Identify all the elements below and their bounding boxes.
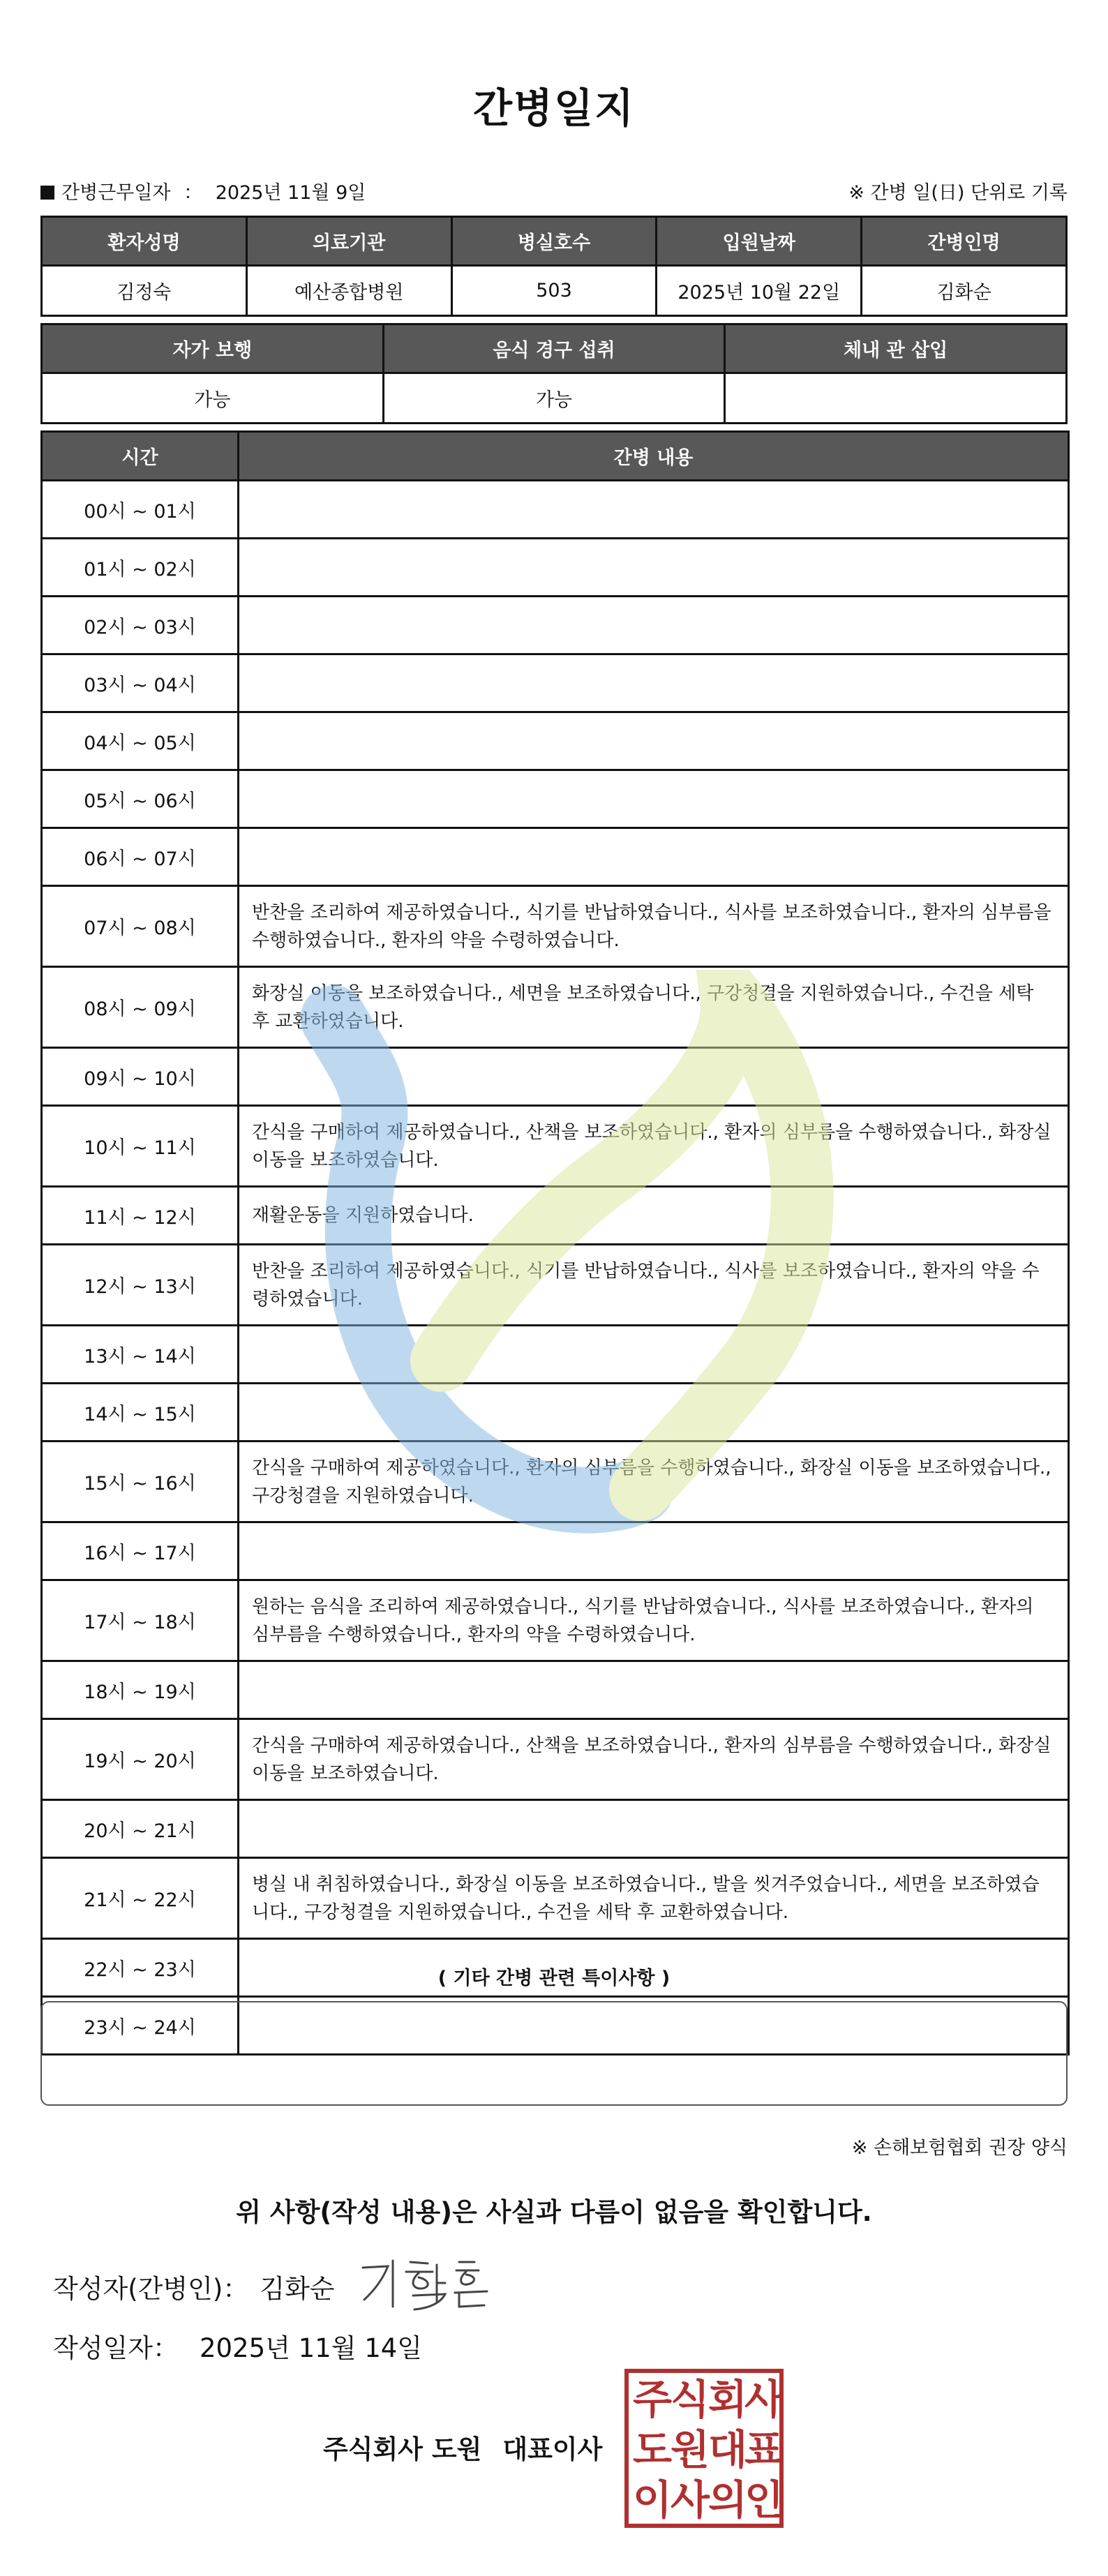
time-cell: 07시 ~ 08시: [42, 886, 239, 967]
time-cell: 13시 ~ 14시: [42, 1326, 239, 1384]
header-patient-name: 환자성명: [42, 217, 247, 266]
header-time: 시간: [42, 432, 239, 481]
work-date-separator: ：: [184, 182, 203, 204]
table-row: [42, 1661, 1069, 1719]
patient-info-table: [40, 216, 1068, 317]
time-cell: 12시 ~ 13시: [42, 1245, 239, 1326]
content-cell: [239, 1384, 1069, 1441]
content-cell: [239, 1522, 1069, 1580]
svg-text:인: 인: [744, 2476, 784, 2524]
table-row: [42, 597, 1069, 654]
time-cell: 14시 ~ 15시: [42, 1384, 239, 1441]
status-value-row: [42, 373, 1067, 424]
table-row: [42, 1326, 1069, 1384]
header-self-walking: 자가 보행: [42, 324, 384, 373]
confirmation-statement: 위 사항(작성 내용)은 사실과 다름이 없음을 확인합니다.: [236, 2197, 872, 2227]
time-cell: 11시 ~ 12시: [42, 1187, 239, 1245]
time-cell: 06시 ~ 07시: [42, 828, 239, 886]
content-cell: 반찬을 조리하여 제공하였습니다., 식기를 반납하였습니다., 식사를 보조하였습니다., 환자의 심부름을 수행하였습니다., 환자의 약을 수령하였습니다.: [239, 886, 1069, 967]
caregiver-name: 김화순: [862, 266, 1067, 316]
special-notes-title: ( 기타 간병 관련 특이사항 ): [437, 1968, 671, 1989]
patient-name: 김정숙: [42, 266, 247, 316]
table-row: [42, 1384, 1069, 1441]
svg-text:원: 원: [670, 2426, 710, 2473]
content-cell: [239, 1800, 1069, 1858]
svg-text:표: 표: [744, 2426, 784, 2473]
time-cell: 21시 ~ 22시: [42, 1858, 239, 1939]
time-cell: 18시 ~ 19시: [42, 1661, 239, 1719]
self-walking-value: 가능: [42, 373, 384, 424]
svg-text:사: 사: [670, 2476, 710, 2524]
content-cell: [239, 597, 1069, 654]
status-header-row: [42, 324, 1067, 373]
writer-line: [53, 2268, 335, 2305]
time-cell: 22시 ~ 23시: [42, 1939, 239, 1997]
representative-title: 대표이사: [502, 2434, 603, 2464]
table-row: [42, 967, 1069, 1048]
content-cell: [239, 828, 1069, 886]
time-cell: 23시 ~ 24시: [42, 1997, 239, 2055]
table-row: [42, 1800, 1069, 1858]
content-cell: 화장실 이동을 보조하였습니다., 세면을 보조하였습니다., 구강청결을 지원하였습니다., 수건을 세탁 후 교환하였습니다.: [239, 967, 1069, 1048]
hospital-name: 예산종합병원: [246, 266, 451, 316]
header-room: 병실호수: [451, 217, 657, 266]
content-cell: 재활운동을 지원하였습니다.: [239, 1187, 1069, 1245]
content-cell: [239, 770, 1069, 828]
content-cell: 간식을 구매하여 제공하였습니다., 환자의 심부름을 수행하였습니다., 화장실 이동을 보조하였습니다., 구강청결을 지원하였습니다.: [239, 1441, 1069, 1522]
table-row: [42, 770, 1069, 828]
special-notes-box: [40, 2001, 1068, 2106]
log-header-row: [42, 432, 1069, 481]
work-date-label: 간병근무일자: [61, 182, 171, 204]
written-date-value: 2025년 11월 14일: [199, 2333, 423, 2363]
header-caregiver-name: 간병인명: [862, 217, 1067, 266]
content-cell: 간식을 구매하여 제공하였습니다., 산책을 보조하였습니다., 환자의 심부름을 수행하였습니다., 화장실 이동을 보조하였습니다.: [239, 1106, 1069, 1187]
content-cell: [239, 1661, 1069, 1719]
content-cell: [239, 539, 1069, 597]
header-tube-insertion: 체내 관 삽입: [725, 324, 1067, 373]
content-cell: [239, 1326, 1069, 1384]
svg-text:회: 회: [708, 2376, 748, 2423]
patient-info-value-row: [42, 266, 1067, 316]
time-cell: 16시 ~ 17시: [42, 1522, 239, 1580]
admission-date: 2025년 10월 22일: [657, 266, 862, 316]
content-cell: 간식을 구매하여 제공하였습니다., 산책을 보조하였습니다., 환자의 심부름을 수행하였습니다., 화장실 이동을 보조하였습니다.: [239, 1719, 1069, 1800]
square-bullet-icon: [40, 186, 54, 200]
svg-text:사: 사: [744, 2376, 784, 2423]
table-row: [42, 1106, 1069, 1187]
written-date-line: [53, 2327, 422, 2365]
handwritten-signature: [354, 2252, 494, 2315]
time-cell: 17시 ~ 18시: [42, 1580, 239, 1661]
svg-text:의: 의: [708, 2476, 748, 2524]
tube-insertion-value: [725, 373, 1067, 424]
time-cell: 10시 ~ 11시: [42, 1106, 239, 1187]
table-row: [42, 481, 1069, 539]
table-row: [42, 886, 1069, 967]
work-date-line: [40, 177, 366, 204]
table-row: [42, 712, 1069, 770]
table-row: [42, 1048, 1069, 1106]
table-row: [42, 1187, 1069, 1245]
svg-text:식: 식: [670, 2376, 710, 2423]
time-cell: 04시 ~ 05시: [42, 712, 239, 770]
content-cell: 병실 내 취침하였습니다., 화장실 이동을 보조하였습니다., 발을 씻겨주었습니다., 세면을 보조하였습니다., 구강청결을 지원하였습니다., 수건을 세탁 후 교환하였습니다.: [239, 1858, 1069, 1939]
hourly-log-table: [40, 430, 1070, 2055]
time-cell: 05시 ~ 06시: [42, 770, 239, 828]
content-cell: [239, 1048, 1069, 1106]
table-row: [42, 654, 1069, 712]
table-row: [42, 1858, 1069, 1939]
svg-text:도: 도: [632, 2426, 673, 2473]
patient-info-header-row: [42, 217, 1067, 266]
header-hospital: 의료기관: [246, 217, 451, 266]
page-title: 간병일지: [472, 84, 636, 132]
table-row: [42, 1441, 1069, 1522]
company-seal-stamp: [624, 2369, 784, 2528]
content-cell: 원하는 음식을 조리하여 제공하였습니다., 식기를 반납하였습니다., 식사를 보조하였습니다., 환자의 심부름을 수행하였습니다., 환자의 약을 수령하였습니다.: [239, 1580, 1069, 1661]
room-number: 503: [451, 266, 657, 316]
time-cell: 19시 ~ 20시: [42, 1719, 239, 1800]
time-cell: 08시 ~ 09시: [42, 967, 239, 1048]
work-date-value: 2025년 11월 9일: [215, 182, 366, 204]
time-cell: 09시 ~ 10시: [42, 1048, 239, 1106]
oral-intake-value: 가능: [383, 373, 725, 424]
svg-text:주: 주: [632, 2376, 673, 2423]
recommend-note: ※ 손해보험협회 권장 양식: [851, 2137, 1068, 2159]
time-cell: 02시 ~ 03시: [42, 597, 239, 654]
table-row: [42, 1719, 1069, 1800]
header-care-content: 간병 내용: [239, 432, 1069, 481]
company-line: [323, 2428, 602, 2466]
time-cell: 00시 ~ 01시: [42, 481, 239, 539]
header-oral-intake: 음식 경구 섭취: [383, 324, 725, 373]
time-cell: 01시 ~ 02시: [42, 539, 239, 597]
table-row: [42, 828, 1069, 886]
content-cell: [239, 481, 1069, 539]
table-row: [42, 1522, 1069, 1580]
writer-name: 김화순: [260, 2274, 335, 2304]
unit-note: ※ 간병 일(日) 단위로 기록: [848, 182, 1068, 204]
time-cell: 15시 ~ 16시: [42, 1441, 239, 1522]
written-date-label: 작성일자：: [53, 2333, 179, 2363]
content-cell: [239, 712, 1069, 770]
svg-text:대: 대: [708, 2426, 748, 2473]
time-cell: 03시 ~ 04시: [42, 654, 239, 712]
company-name: 주식회사 도원: [323, 2434, 482, 2464]
time-cell: 20시 ~ 21시: [42, 1800, 239, 1858]
content-cell: [239, 654, 1069, 712]
writer-label: 작성자(간병인)：: [53, 2274, 249, 2304]
content-cell: 반찬을 조리하여 제공하였습니다., 식기를 반납하였습니다., 식사를 보조하였습니다., 환자의 약을 수령하였습니다.: [239, 1245, 1069, 1326]
svg-text:이: 이: [632, 2476, 673, 2524]
patient-status-table: [40, 323, 1068, 424]
table-row: [42, 539, 1069, 597]
header-admission-date: 입원날짜: [657, 217, 862, 266]
table-row: [42, 1245, 1069, 1326]
table-row: [42, 1580, 1069, 1661]
